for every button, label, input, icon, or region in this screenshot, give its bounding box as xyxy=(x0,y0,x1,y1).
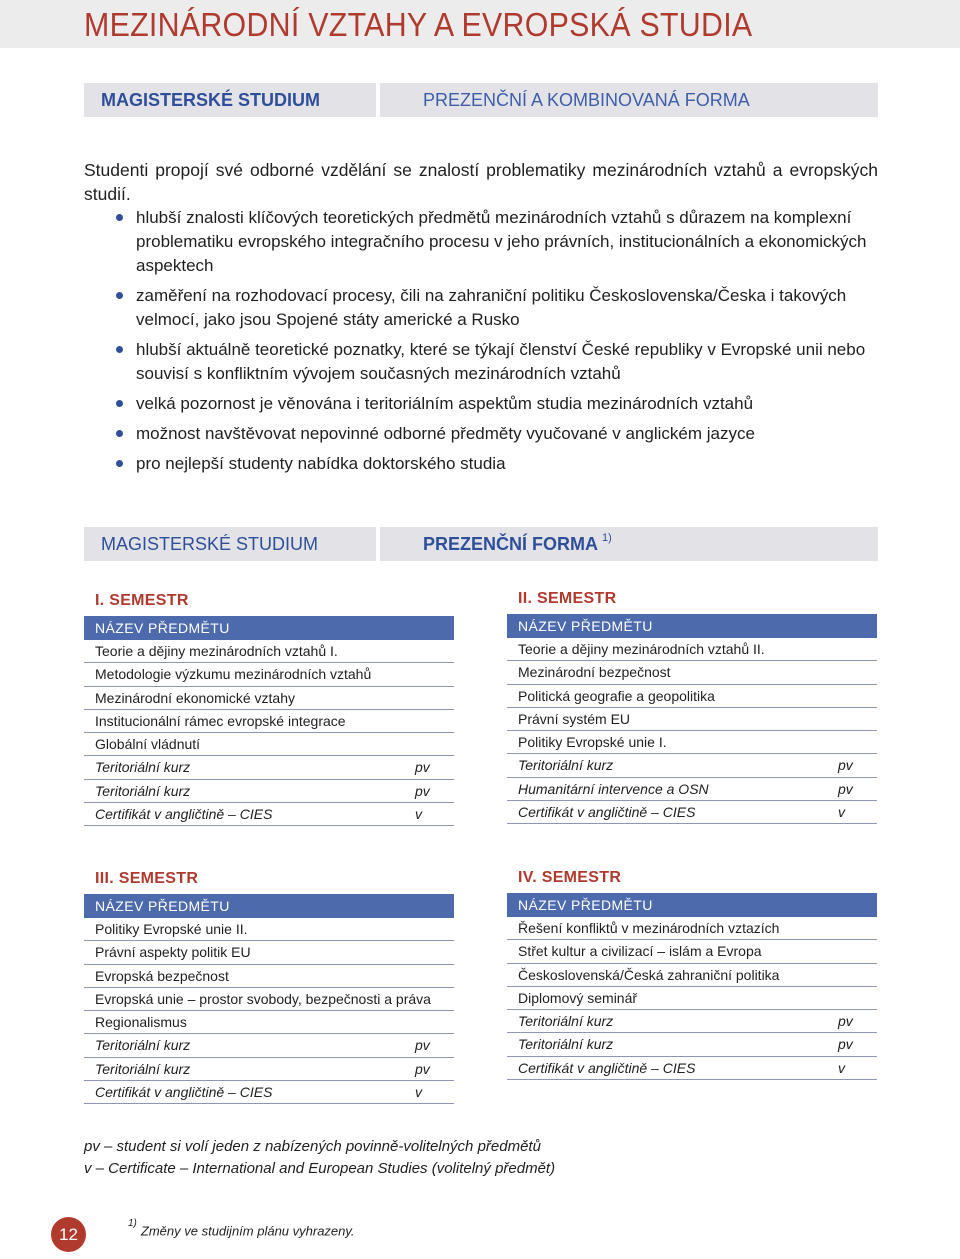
course-name: Právní aspekty politik EU xyxy=(95,944,251,961)
table-column-header: NÁZEV PŘEDMĚTU xyxy=(507,614,877,638)
table-column-header: NÁZEV PŘEDMĚTU xyxy=(84,894,454,918)
table-row xyxy=(84,1011,454,1034)
course-type-tag: pv xyxy=(838,757,853,774)
course-name: Řešení konfliktů v mezinárodních vztazích xyxy=(518,920,780,936)
table-row xyxy=(507,801,877,824)
course-type-tag: v xyxy=(838,1059,845,1076)
page-number-badge: 12 xyxy=(51,1217,86,1252)
list-item xyxy=(116,452,878,476)
study-form-label: PREZENČNÍ A KOMBINOVANÁ FORMA xyxy=(380,83,878,117)
table-row xyxy=(507,754,877,777)
feature-list xyxy=(116,206,878,482)
course-name: Teritoriální kurz xyxy=(518,757,614,774)
table-row xyxy=(507,708,877,731)
course-name: Globální vládnutí xyxy=(95,736,201,753)
bullet-icon xyxy=(116,214,123,221)
table-row xyxy=(84,988,454,1011)
table-row xyxy=(507,1010,877,1033)
bullet-icon xyxy=(116,400,123,407)
table-row xyxy=(507,661,877,684)
course-name: Politická geografie a geopolitika xyxy=(518,687,715,704)
semester-1-table xyxy=(84,588,454,826)
course-name: Mezinárodní bezpečnost xyxy=(518,664,671,681)
table-row xyxy=(507,1033,877,1056)
table-row xyxy=(84,756,454,779)
table-row xyxy=(507,731,877,754)
semester-3-table xyxy=(84,866,454,1104)
course-type-tag: v xyxy=(415,806,422,823)
list-item xyxy=(116,422,878,446)
table-row xyxy=(84,710,454,733)
legend xyxy=(84,1136,555,1180)
course-name: Československá/Česká zahraniční politika xyxy=(518,966,780,983)
course-type-tag: pv xyxy=(838,1013,853,1030)
title-bar xyxy=(0,0,960,50)
table-row xyxy=(507,917,877,940)
semester-heading: I. SEMESTR xyxy=(95,592,189,609)
course-type-tag: pv xyxy=(415,1060,430,1077)
table-row xyxy=(507,940,877,963)
table-row xyxy=(84,640,454,663)
table-row xyxy=(84,1081,454,1104)
footnote-text: Změny ve studijním plánu vyhrazeny. xyxy=(140,1223,355,1239)
course-type-tag: pv xyxy=(838,780,853,797)
course-name: Diplomový seminář xyxy=(518,989,638,1006)
course-name: Střet kultur a civilizací – islám a Evropa xyxy=(518,943,762,960)
study-level-label: MAGISTERSKÉ STUDIUM xyxy=(84,527,376,561)
list-item xyxy=(116,284,878,332)
list-item xyxy=(116,206,878,278)
list-item-text: možnost navštěvovat nepovinné odborné předměty vyučované v anglickém jazyce xyxy=(136,424,755,443)
list-item-text: hlubší znalosti klíčových teoretických předmětů mezinárodních vztahů s důrazem na komplexní problematiku evropského integračního procesu v jeho právních, institucionálních a ekonomických aspektech xyxy=(136,208,867,275)
table-row xyxy=(507,778,877,801)
semester-2-table xyxy=(507,586,877,824)
course-name: Teritoriální kurz xyxy=(95,782,191,799)
intro-paragraph: Studenti propojí své odborné vzdělání se znalostí problematiky mezinárodních vztahů a evropských studií. xyxy=(84,160,878,204)
course-name: Institucionální rámec evropské integrace xyxy=(95,712,346,729)
semester-heading: II. SEMESTR xyxy=(518,590,617,607)
course-name: Certifikát v angličtině – CIES xyxy=(95,806,273,823)
table-row xyxy=(84,1034,454,1057)
course-name: Teorie a dějiny mezinárodních vztahů II. xyxy=(518,641,765,657)
list-item xyxy=(116,338,878,386)
course-type-tag: v xyxy=(838,804,845,821)
study-form-text: PREZENČNÍ FORMA xyxy=(423,533,598,554)
course-type-tag: pv xyxy=(838,1036,853,1053)
table-row xyxy=(84,733,454,756)
course-name: Certifikát v angličtině – CIES xyxy=(95,1084,273,1101)
list-item-text: zaměření na rozhodovací procesy, čili na zahraniční politiku Československa/Česka i takových velmocí, jako jsou Spojené státy americké a Rusko xyxy=(136,286,847,329)
bullet-icon xyxy=(116,346,123,353)
course-name: Evropská bezpečnost xyxy=(95,967,229,984)
table-row xyxy=(84,941,454,964)
study-form-label xyxy=(380,527,878,561)
list-item-text: hlubší aktuálně teoretické poznatky, které se týkají členství České republiky v Evropské unii nebo souvisí s konfliktním vývojem současných mezinárodních vztahů xyxy=(136,340,866,383)
table-row xyxy=(84,687,454,710)
legend-pv: pv – student si volí jeden z nabízených povinně-volitelných předmětů xyxy=(84,1138,541,1155)
table-row xyxy=(507,685,877,708)
course-type-tag: v xyxy=(415,1084,422,1101)
course-name: Teritoriální kurz xyxy=(95,1037,191,1054)
bullet-icon xyxy=(116,460,123,467)
course-type-tag: pv xyxy=(415,1037,430,1054)
course-name: Metodologie výzkumu mezinárodních vztahů xyxy=(95,666,372,683)
semester-heading: III. SEMESTR xyxy=(95,870,199,887)
footnote-mark: 1) xyxy=(128,1218,137,1229)
course-type-tag: pv xyxy=(415,759,430,776)
course-name: Regionalismus xyxy=(95,1014,187,1031)
course-name: Politiky Evropské unie II. xyxy=(95,921,248,937)
table-row xyxy=(507,1057,877,1080)
course-name: Teritoriální kurz xyxy=(518,1013,614,1030)
course-name: Certifikát v angličtině – CIES xyxy=(518,804,696,821)
table-column-header: NÁZEV PŘEDMĚTU xyxy=(84,616,454,640)
table-row xyxy=(507,987,877,1010)
study-level-label: MAGISTERSKÉ STUDIUM xyxy=(84,83,376,117)
table-row xyxy=(84,803,454,826)
footnote xyxy=(128,1218,355,1239)
list-item-text: velká pozornost je věnována i teritoriálním aspektům studia mezinárodních vztahů xyxy=(136,394,754,413)
course-name: Mezinárodní ekonomické vztahy xyxy=(95,689,295,706)
legend-v: v – Certificate – International and European Studies (volitelný předmět) xyxy=(84,1160,556,1177)
course-name: Teritoriální kurz xyxy=(518,1036,614,1053)
course-name: Teritoriální kurz xyxy=(95,1060,191,1077)
table-column-header: NÁZEV PŘEDMĚTU xyxy=(507,893,877,917)
table-row xyxy=(84,965,454,988)
course-name: Teorie a dějiny mezinárodních vztahů I. xyxy=(95,643,338,659)
course-type-tag: pv xyxy=(415,782,430,799)
bullet-icon xyxy=(116,430,123,437)
list-item-text: pro nejlepší studenty nabídka doktorského studia xyxy=(136,454,506,473)
course-name: Teritoriální kurz xyxy=(95,759,191,776)
semester-4-table xyxy=(507,865,877,1080)
course-name: Politiky Evropské unie I. xyxy=(518,734,667,751)
table-row xyxy=(507,964,877,987)
table-row xyxy=(84,663,454,686)
bullet-icon xyxy=(116,292,123,299)
course-name: Evropská unie – prostor svobody, bezpečnosti a práva xyxy=(95,990,431,1007)
course-name: Právní systém EU xyxy=(518,710,631,727)
list-item xyxy=(116,392,878,416)
curriculum-band xyxy=(84,527,878,561)
table-row xyxy=(84,1058,454,1081)
footnote-ref: 1) xyxy=(602,532,612,544)
course-name: Certifikát v angličtině – CIES xyxy=(518,1059,696,1076)
table-row xyxy=(84,918,454,941)
course-name: Humanitární intervence a OSN xyxy=(518,780,709,797)
table-row xyxy=(84,780,454,803)
table-row xyxy=(507,638,877,661)
page-title: MEZINÁRODNÍ VZTAHY A EVROPSKÁ STUDIA xyxy=(84,6,753,43)
semester-heading: IV. SEMESTR xyxy=(518,869,622,886)
program-band xyxy=(84,83,878,117)
